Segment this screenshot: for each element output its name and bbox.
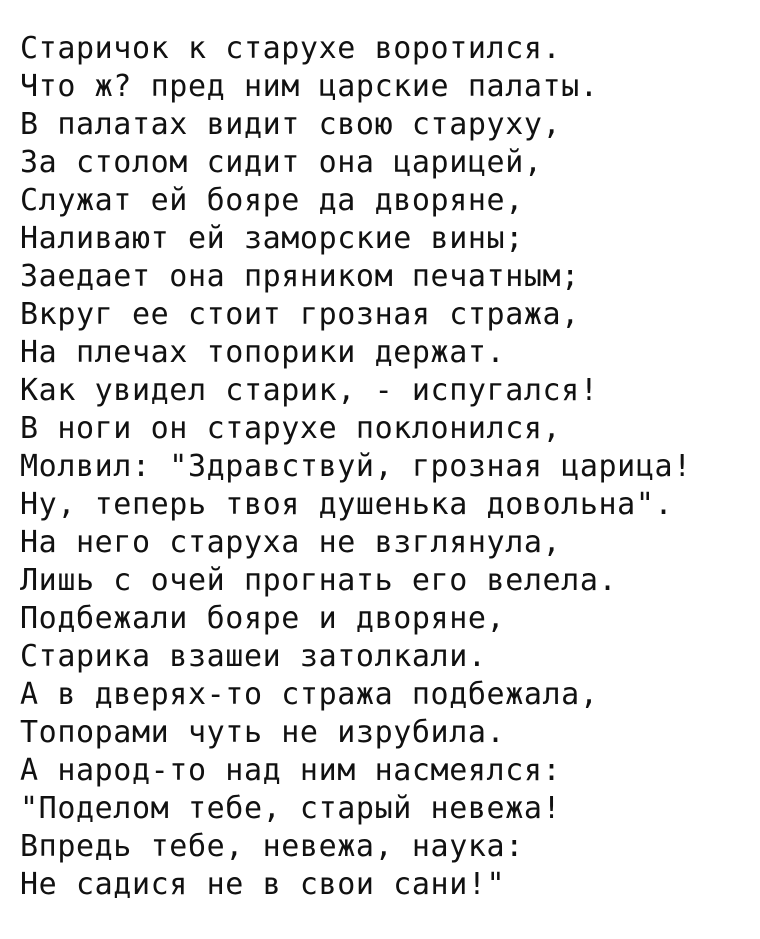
poem-line: "Поделом тебе, старый невежа! — [20, 791, 562, 826]
poem-line: Ну, теперь твоя душенька довольна". — [20, 487, 674, 522]
poem-line: На него старуха не взглянула, — [20, 525, 562, 560]
poem-line: Молвил: "Здравствуй, грозная царица! — [20, 449, 692, 484]
poem-line: В палатах видит свою старуху, — [20, 107, 562, 142]
poem-line: На плечах топорики держат. — [20, 335, 506, 370]
poem-line: За столом сидит она царицей, — [20, 145, 543, 180]
poem-line: Не садися не в свои сани!" — [20, 867, 506, 902]
poem-line: Наливают ей заморские вины; — [20, 221, 524, 256]
poem-text — [20, 30, 750, 904]
poem-line: А народ-то над ним насмеялся: — [20, 753, 562, 788]
poem-line: Вкруг ее стоит грозная стража, — [20, 297, 580, 332]
poem-line: Старика взашеи затолкали. — [20, 639, 487, 674]
poem-line: Впредь тебе, невежа, наука: — [20, 829, 524, 864]
poem-line: А в дверях-то стража подбежала, — [20, 677, 599, 712]
poem-line: Служат ей бояре да дворяне, — [20, 183, 524, 218]
poem-line: Что ж? пред ним царские палаты. — [20, 69, 599, 104]
poem-line: Подбежали бояре и дворяне, — [20, 601, 506, 636]
poem-line: Старичок к старухе воротился. — [20, 31, 562, 66]
poem-line: В ноги он старухе поклонился, — [20, 411, 562, 446]
poem-line: Заедает она пряником печатным; — [20, 259, 580, 294]
poem-line: Как увидел старик, - испугался! — [20, 373, 599, 408]
poem-line: Топорами чуть не изрубила. — [20, 715, 506, 750]
poem-line: Лишь с очей прогнать его велела. — [20, 563, 618, 598]
